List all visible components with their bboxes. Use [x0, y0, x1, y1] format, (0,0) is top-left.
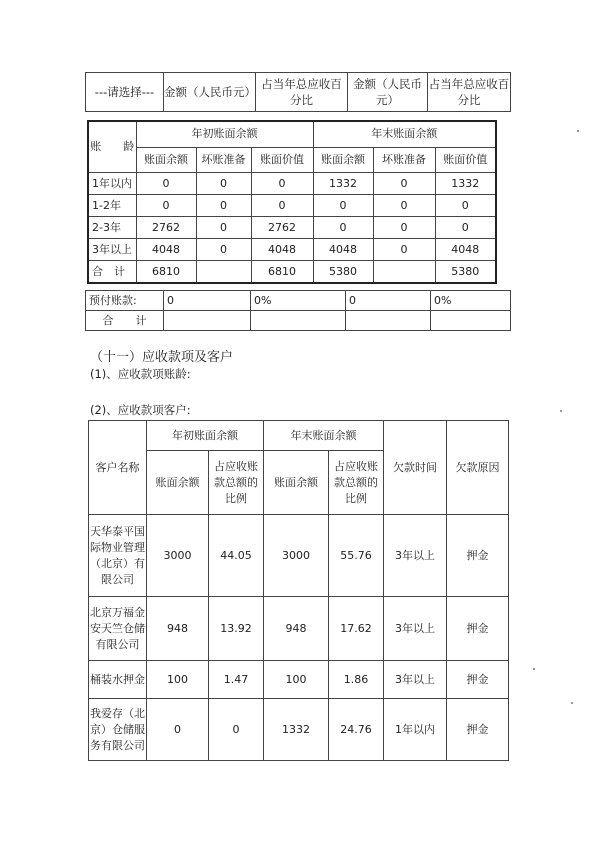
aging-cell [373, 261, 435, 284]
aging-cell: 0 [373, 173, 435, 195]
customer-cell: 押金 [447, 515, 509, 597]
customer-cell: 押金 [447, 597, 509, 661]
customer-cell: 3年以上 [384, 597, 447, 661]
header-ratio-end: 占应收账款总额的比例 [329, 451, 384, 515]
aging-cell: 0 [435, 195, 496, 217]
aging-table [87, 120, 497, 284]
aging-row-label: 1-2年 [88, 195, 136, 217]
customer-cell: 0 [209, 699, 264, 761]
aging-cell: 1332 [435, 173, 496, 195]
scan-speck [571, 702, 573, 704]
aging-row-label: 2-3年 [88, 217, 136, 239]
prepay-total-label: 合 计 [86, 311, 164, 331]
aging-cell: 5380 [313, 261, 373, 284]
aging-cell: 0 [435, 217, 496, 239]
aging-cell [196, 261, 251, 284]
section-title: （十一）应收款项及客户 [90, 350, 234, 365]
customer-cell: 44.05 [209, 515, 264, 597]
select-dropdown[interactable]: ---请选择--- [86, 73, 164, 112]
header-amount-2: 金额（人民币元） [348, 73, 428, 112]
prepay-cell [251, 311, 346, 331]
table-row [86, 291, 511, 311]
aging-cell: 0 [136, 173, 196, 195]
customer-name: 桶装水押金 [89, 661, 147, 699]
table-row [88, 173, 496, 195]
header-debt-time: 欠款时间 [384, 421, 447, 515]
aging-cell: 1332 [313, 173, 373, 195]
aging-cell: 4048 [435, 239, 496, 261]
prepay-label: 预付账款: [86, 291, 164, 311]
aging-cell: 0 [196, 239, 251, 261]
table-row [89, 515, 509, 597]
customer-cell: 1年以内 [384, 699, 447, 761]
aging-row-label: 1年以内 [88, 173, 136, 195]
aging-cell: 0 [196, 195, 251, 217]
amount-header-table [85, 72, 511, 112]
customer-cell: 17.62 [329, 597, 384, 661]
aging-cell: 2762 [251, 217, 313, 239]
table-row-total [86, 311, 511, 331]
customer-table [88, 420, 509, 761]
aging-cell: 6810 [136, 261, 196, 284]
table-row [89, 661, 509, 699]
aging-cell: 0 [196, 217, 251, 239]
customer-cell: 3年以上 [384, 515, 447, 597]
header-balance-begin: 账面余额 [147, 451, 209, 515]
aging-cell: 2762 [136, 217, 196, 239]
customer-name: 我爱存（北京）仓储服务有限公司 [89, 699, 147, 761]
customer-name: 北京万福金安天竺仓储有限公司 [89, 597, 147, 661]
table-row [88, 217, 496, 239]
aging-cell: 0 [136, 195, 196, 217]
aging-cell: 0 [313, 195, 373, 217]
customer-cell: 24.76 [329, 699, 384, 761]
aging-row-label: 3年以上 [88, 239, 136, 261]
aging-cell: 0 [373, 195, 435, 217]
subsection-aging: (1)、应收款项账龄: [90, 367, 191, 381]
scan-speck [577, 130, 579, 132]
aging-cell: 0 [373, 239, 435, 261]
prepay-table [85, 290, 511, 331]
aging-cell: 6810 [251, 261, 313, 284]
prepay-cell [431, 311, 511, 331]
amount-header-row [86, 73, 511, 112]
header-customer-name: 客户名称 [89, 421, 147, 515]
customer-cell: 55.76 [329, 515, 384, 597]
header-debt-reason: 欠款原因 [447, 421, 509, 515]
prepay-cell [346, 311, 431, 331]
customer-cell: 1.86 [329, 661, 384, 699]
aging-cell: 0 [196, 173, 251, 195]
header-ratio-begin: 占应收账款总额的比例 [209, 451, 264, 515]
table-row-total [88, 261, 496, 284]
customer-name: 天华泰平国际物业管理（北京）有限公司 [89, 515, 147, 597]
aging-total-label: 合 计 [88, 261, 136, 284]
header-percent-2: 占当年总应收百分比 [428, 73, 511, 112]
aging-cell: 0 [373, 217, 435, 239]
table-row [89, 597, 509, 661]
prepay-cell: 0 [164, 291, 251, 311]
aging-subheader: 账面价值 [435, 147, 496, 172]
table-row [88, 239, 496, 261]
aging-cell: 0 [251, 195, 313, 217]
table-row [89, 699, 509, 761]
aging-subheader: 账面余额 [136, 147, 196, 172]
prepay-cell [164, 311, 251, 331]
customer-cell: 13.92 [209, 597, 264, 661]
header-percent-1: 占当年总应收百分比 [256, 73, 348, 112]
aging-cell: 4048 [136, 239, 196, 261]
aging-cell: 5380 [435, 261, 496, 284]
aging-group-end: 年末账面余额 [313, 121, 496, 147]
table-row [88, 195, 496, 217]
aging-cell: 0 [251, 173, 313, 195]
header-balance-end: 账面余额 [264, 451, 329, 515]
customer-cell: 100 [147, 661, 209, 699]
aging-cell: 4048 [251, 239, 313, 261]
customer-cell: 1332 [264, 699, 329, 761]
aging-subheader: 坏账准备 [196, 147, 251, 172]
customer-cell: 3000 [264, 515, 329, 597]
customer-cell: 100 [264, 661, 329, 699]
customer-cell: 3000 [147, 515, 209, 597]
subsection-customers: (2)、应收款项客户: [90, 403, 191, 417]
customer-cell: 押金 [447, 699, 509, 761]
aging-group-begin: 年初账面余额 [136, 121, 313, 147]
prepay-cell: 0% [251, 291, 346, 311]
customer-cell: 0 [147, 699, 209, 761]
customer-cell: 1.47 [209, 661, 264, 699]
customer-group-begin: 年初账面余额 [147, 421, 264, 451]
customer-cell: 948 [264, 597, 329, 661]
aging-subheader: 账面余额 [313, 147, 373, 172]
prepay-cell: 0% [431, 291, 511, 311]
aging-subheader: 坏账准备 [373, 147, 435, 172]
customer-cell: 948 [147, 597, 209, 661]
aging-corner-header: 账 龄 [88, 121, 136, 173]
aging-cell: 4048 [313, 239, 373, 261]
customer-cell: 3年以上 [384, 661, 447, 699]
customer-group-end: 年末账面余额 [264, 421, 384, 451]
scan-speck [560, 410, 562, 412]
prepay-cell: 0 [346, 291, 431, 311]
header-amount-1: 金额（人民币元） [164, 73, 256, 112]
customer-cell: 押金 [447, 661, 509, 699]
aging-subheader: 账面价值 [251, 147, 313, 172]
scan-speck [533, 668, 535, 670]
aging-cell: 0 [313, 217, 373, 239]
